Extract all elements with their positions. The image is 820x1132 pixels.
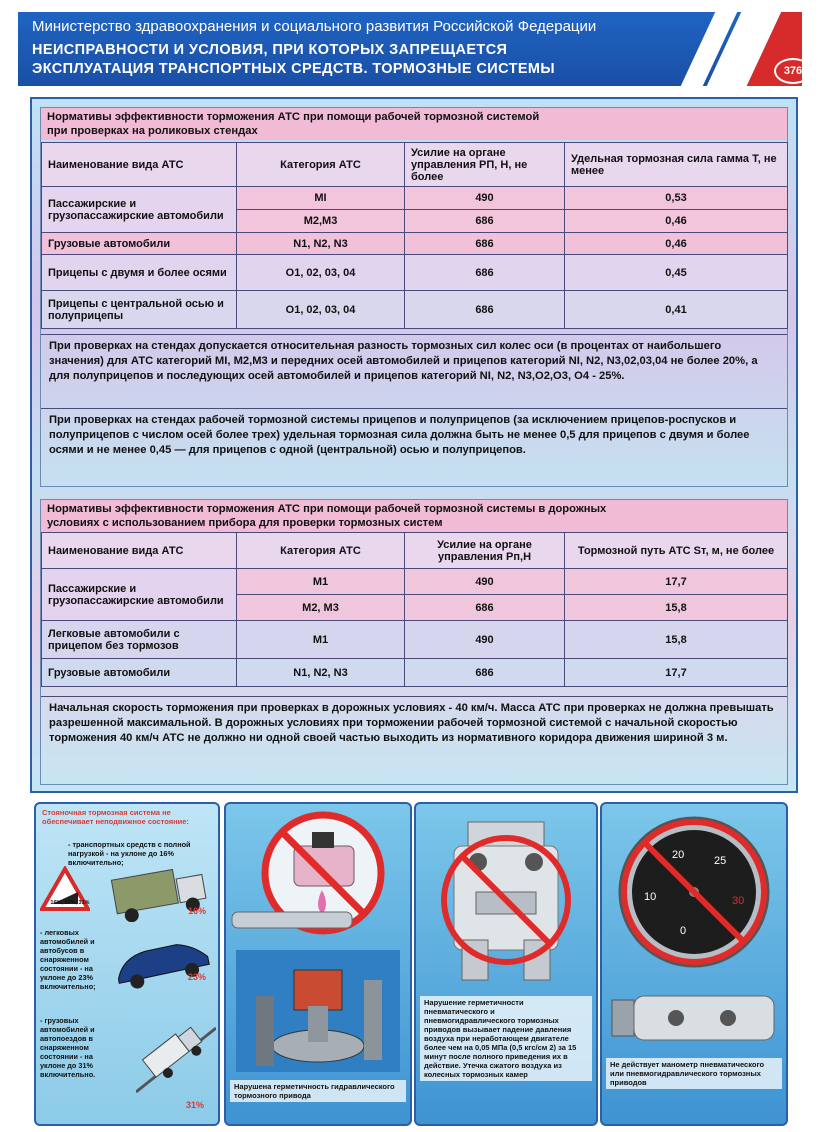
manometer-caption: Не действует манометр пневматического или пневмогидравлического тормозных приводов [606,1058,782,1089]
stand-norms-title [41,108,787,140]
vehicle-type-cell: Грузовые автомобили [42,659,237,687]
header-cell: Усилие на органе управления Рп,Н [405,533,565,569]
brake-valve-cylinder-icon [606,980,782,1054]
header-cell: Категория АТС [237,143,405,187]
page-title-line1: НЕИСПРАВНОСТИ И УСЛОВИЯ, ПРИ КОТОРЫХ ЗАПРЕЩАЕТСЯ [32,42,508,58]
road-norms-title [41,500,787,532]
table-row [42,187,788,210]
stand-difference-note: При проверках на стендах допускается относительная разность тормозных сил колес оси (в процентах от наибольшего значения) для АТС категорий MI, M2,M3 и передних осей автомобилей и прицепов категорий NI, N2, N3,02,03,04 не более 20%, а для полуприцепов и последующих осей автомобилей и прицепов категорий NI, N2, N3,O2,O3, O4 - 25%. [41,334,787,404]
vehicle-type-cell: Грузовые автомобили [42,233,237,255]
gauge-label-10: 10 [644,891,657,903]
value-cell: 15,8 [565,595,788,621]
category-cell: O1, 02, 03, 04 [237,255,405,291]
gauge-label-0: 0 [680,925,687,937]
table-header-row [42,143,788,187]
force-cell: 686 [405,233,565,255]
air-valve-icon [428,816,584,984]
vehicle-type-cell: Пассажирские и грузопассажирские автомобили [42,569,237,621]
manometer-panel [600,802,788,1126]
stand-norms-section [40,107,788,487]
value-cell: 0,45 [565,255,788,291]
cars-buses-text: - легковых автомобилей и автобусов в снаряженном состоянии - на уклоне до 23% включительно; [40,928,96,991]
table-row [42,659,788,687]
hydraulic-leak-panel [224,802,412,1126]
lorry-on-slope-icon [136,1014,216,1094]
stand-norms-title-line2: при проверках на роликовых стендах [47,125,258,137]
ministry-name: Министерство здравоохранения и социального развития Российской Федерации [32,18,597,35]
force-cell: 686 [405,659,565,687]
force-cell: 686 [405,210,565,233]
table-row [42,255,788,291]
gauge-label-20: 20 [672,849,685,861]
force-cell: 686 [405,595,565,621]
pressure-gauge-icon [614,812,774,972]
pneumatic-leak-panel [414,802,598,1126]
page-title-line2: ЭКСПЛУАТАЦИЯ ТРАНСПОРТНЫХ СРЕДСТВ. ТОРМОЗНЫЕ СИСТЕМЫ [32,61,555,77]
value-cell: 0,41 [565,291,788,329]
road-norms-title-line2: условиях с использованием прибора для проверки тормозных систем [47,517,443,529]
car-on-slope-icon [110,934,214,992]
page-number-badge: 376 [774,58,802,84]
value-cell: 17,7 [565,659,788,687]
brake-cylinder-icon [226,900,410,940]
vehicle-type-cell: Прицепы с двумя и более осями [42,255,237,291]
gauge-label-30: 30 [732,895,745,907]
header-cell: Тормозной путь АТС Sт, м, не более [565,533,788,569]
category-cell: M2, M3 [237,595,405,621]
table-row [42,291,788,329]
value-cell: 15,8 [565,621,788,659]
stand-norms-table [41,142,788,329]
slope-23-percent: 23% [188,972,207,982]
category-cell: M1 [237,621,405,659]
header-cell: Наименование вида АТС [42,143,237,187]
slope-31-percent: 31% [186,1100,205,1110]
slope-sign-label: 16%, 23%, 31% [50,900,90,906]
loaded-vehicles-text: - транспортных средств с полной нагрузкой - на уклоне до 16% включительно; [68,840,191,867]
value-cell: 17,7 [565,569,788,595]
hydraulic-leak-caption: Нарушена герметичность гидравлического тормозного привода [230,1080,406,1102]
category-cell: O1, 02, 03, 04 [237,291,405,329]
parking-brake-title: Стояночная тормозная система не обеспечивает неподвижное состояние: [42,808,189,826]
vehicle-type-cell: Легковые автомобили с прицепом без тормозов [42,621,237,659]
main-panel [30,97,798,793]
trailer-norm-note: При проверках на стендах рабочей тормозной системы прицепов и полуприцепов (за исключением прицепов-роспусков и полуприцепов с числом осей более трех) удельная тормозная сила должна быть не менее 0,5 для прицепов с двумя и более осями и не менее 0,45 — для прицепов с одной (центральной) осью и полуприцепов. [41,408,787,486]
parking-brake-panel [34,802,220,1126]
vehicle-type-cell: Пассажирские и грузопассажирские автомобили [42,187,237,233]
road-norms-table [41,532,788,687]
value-cell: 0,46 [565,210,788,233]
category-cell: N1, N2, N3 [237,659,405,687]
category-cell: M2,M3 [237,210,405,233]
table-header-row [42,533,788,569]
header-cell: Категория АТС [237,533,405,569]
value-cell: 0,46 [565,233,788,255]
force-cell: 686 [405,291,565,329]
table-row [42,233,788,255]
table-row [42,569,788,595]
category-cell: MI [237,187,405,210]
road-conditions-note: Начальная скорость торможения при проверках в дорожных условиях - 40 км/ч. Масса АТС при проверках не должна превышать разрешенной максимальной. В дорожных условиях при торможении рабочей тормозной системой с начальной скоростью торможения 40 км/ч АТС не должно ни одной своей частью выходить из нормативного коридора движения шириной 3 м. [41,696,787,784]
road-norms-title-line1: Нормативы эффективности торможения АТС при помощи рабочей тормозной системы в дорожных [47,503,607,515]
force-cell: 490 [405,187,565,210]
gauge-label-25: 25 [714,855,727,867]
stand-norms-title-line1: Нормативы эффективности торможения АТС при помощи рабочей тормозной системой [47,111,540,123]
force-cell: 490 [405,621,565,659]
force-cell: 490 [405,569,565,595]
header-cell: Удельная тормозная сила гамма Т, не менее [565,143,788,187]
header-banner [18,12,802,86]
header-cell: Усилие на органе управления РП, Н, не более [405,143,565,187]
header-cell: Наименование вида АТС [42,533,237,569]
category-cell: N1, N2, N3 [237,233,405,255]
vehicle-type-cell: Прицепы с центральной осью и полуприцепы [42,291,237,329]
road-norms-section [40,499,788,785]
table-row [42,621,788,659]
trucks-text: - грузовых автомобилей и автопоездов в снаряженном состоянии - на уклоне до 31% включительно. [40,1016,96,1079]
wheel-brake-assembly-icon [236,950,400,1072]
slope-16-percent: 16% [188,906,207,916]
pneumatic-leak-caption: Нарушение герметичности пневматического и пневмогидравлического тормозных приводов вызывает падение давления воздуха при неработающем двигателе более чем на 0,05 МПа (0,5 кгс/см 2) за 15 минут после полного приведения их в действие. Утечка сжатого воздуха из колесных тормозных камер [420,996,592,1081]
category-cell: M1 [237,569,405,595]
force-cell: 686 [405,255,565,291]
value-cell: 0,53 [565,187,788,210]
